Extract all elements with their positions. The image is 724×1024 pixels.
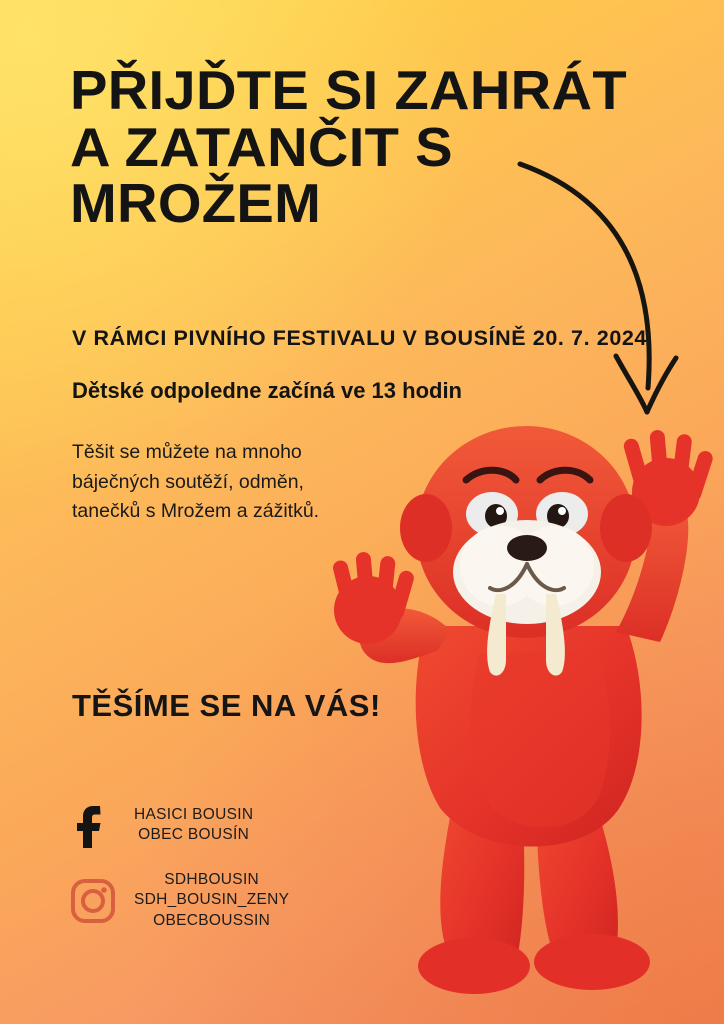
facebook-account-1: HASICI BOUSIN <box>134 805 254 823</box>
facebook-account-2: OBEC BOUSÍN <box>138 826 250 843</box>
headline-line-1: PŘIJĎTE SI ZAHRÁT <box>70 59 627 121</box>
body-line-2: báječných soutěží, odměn, <box>72 470 304 493</box>
headline-line-3: MROŽEM <box>70 172 322 235</box>
social-links <box>70 802 410 953</box>
instagram-account-3: OBECBOUSSIN <box>153 911 271 929</box>
body-line-3: tanečků s Mrožem a zážitků. <box>72 500 320 523</box>
instagram-account-1: SDHBOUSIN <box>164 871 260 888</box>
social-row-instagram[interactable] <box>70 870 410 931</box>
event-subtitle: V RÁMCI PIVNÍHO FESTIVALU V BOUSÍNĚ 20. 7. 2024 <box>72 326 647 350</box>
page-title <box>70 59 682 235</box>
social-row-facebook[interactable] <box>70 802 410 848</box>
instagram-account-2: SDH_BOUSIN_ZENY <box>134 891 290 909</box>
instagram-accounts <box>134 870 289 931</box>
facebook-icon[interactable] <box>70 802 116 848</box>
headline-line-2: A ZATANČIT S <box>70 115 453 178</box>
body-line-1: Těšit se můžete na mnoho <box>72 441 302 463</box>
event-time: Dětské odpoledne začíná ve 13 hodin <box>72 378 462 403</box>
instagram-icon[interactable] <box>70 878 116 924</box>
closing-text: TĚŠÍME SE NA VÁS! <box>72 688 381 723</box>
facebook-accounts <box>134 805 253 846</box>
